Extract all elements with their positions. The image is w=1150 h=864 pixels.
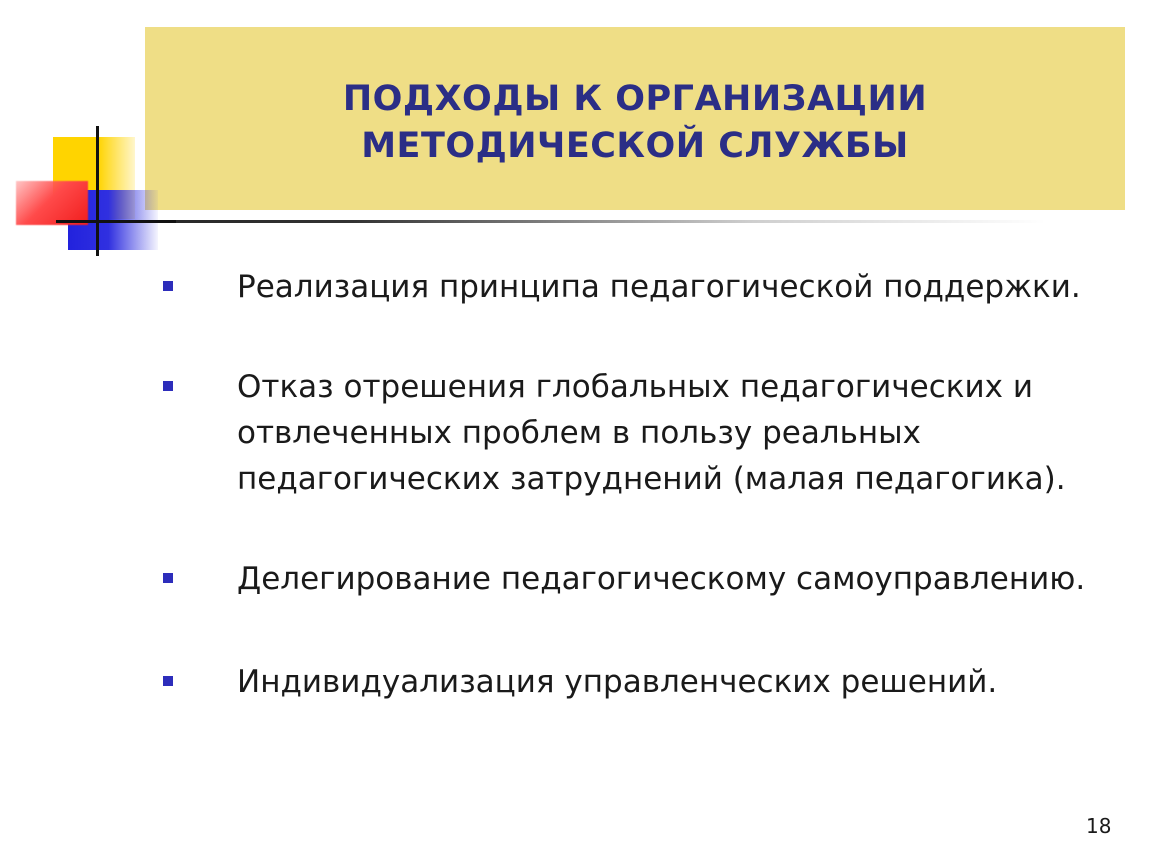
- list-item: [237, 556, 1107, 602]
- page-number: 18: [1086, 814, 1112, 838]
- list-item: [237, 659, 1107, 705]
- bullet-text: Реализация принципа педагогической поддержки.: [237, 269, 1081, 305]
- bullet-text: Индивидуализация управленческих решений.: [237, 664, 998, 700]
- slide-title: ПОДХОДЫ К ОРГАНИЗАЦИИ МЕТОДИЧЕСКОЙ СЛУЖБЫ: [342, 78, 928, 166]
- bullet-text: Делегирование педагогическому самоуправлению.: [237, 561, 1086, 597]
- list-item: [237, 264, 1107, 310]
- bullet-square-icon: [163, 573, 173, 583]
- list-item: [237, 364, 1107, 502]
- bullet-square-icon: [163, 676, 173, 686]
- bullet-square-icon: [163, 381, 173, 391]
- bullet-text: Отказ отрешения глобальных педагогических и отвлеченных проблем в пользу реальных педагогических затруднений (малая педагогика).: [237, 369, 1066, 497]
- bullet-square-icon: [163, 281, 173, 291]
